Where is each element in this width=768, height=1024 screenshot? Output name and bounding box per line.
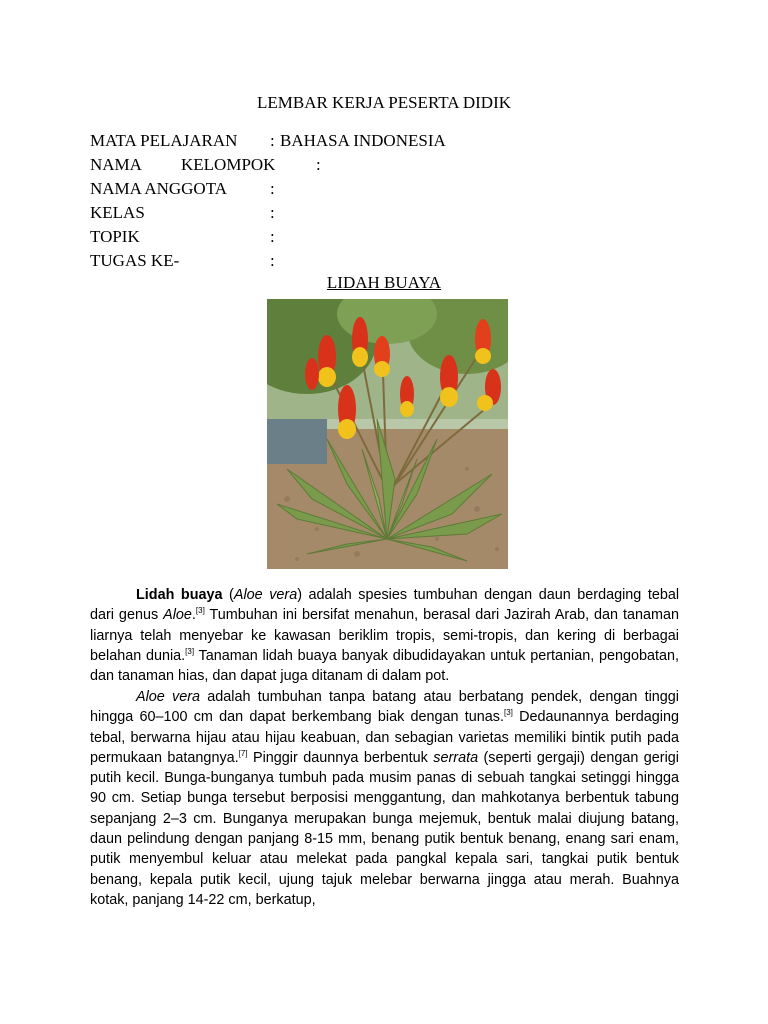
field-colon: : [270, 203, 275, 222]
term-italic: serrata [433, 749, 479, 766]
reference-link[interactable]: [7] [238, 749, 248, 759]
text-run: . [191, 607, 196, 624]
field-label: KELAS [90, 203, 145, 222]
term-italic: Aloe vera [136, 689, 201, 705]
field-label: TOPIK [90, 227, 140, 246]
field-label: MATA PELAJARAN [90, 131, 238, 150]
field-kelas [90, 202, 275, 224]
section-title: LIDAH BUAYA [326, 273, 442, 292]
field-value: BAHASA INDONESIA [280, 131, 446, 150]
field-colon: : [270, 227, 275, 246]
text-run: Tumbuhan ini bersifat menahun, berasal dari Jazirah Arab, dan tanaman liarnya telah menyebar ke kawasan beriklim tropis, semi-tropis, dan kering di berbagai belahan dunia. [90, 607, 680, 664]
text-run: ) adalah spesies tumbuhan dengan daun berdaging tebal dari genus [90, 587, 680, 624]
text-run: Tanaman lidah buaya banyak dibudidayakan untuk pertanian, pengobatan, dan tanaman hias, dan dapat juga ditanam di dalam pot. [90, 647, 679, 685]
field-mata-pelajaran [90, 130, 446, 152]
term-italic: Aloe vera [233, 587, 298, 603]
field-topik [90, 226, 275, 248]
paragraph-2 [90, 687, 679, 910]
field-label-2: KELOMPOK [181, 155, 276, 174]
field-label: TUGAS KE- [90, 251, 180, 270]
field-tugas-ke [90, 250, 275, 272]
reference-link[interactable]: [3] [185, 647, 195, 657]
reference-link[interactable]: [3] [503, 708, 513, 718]
text-run: Pinggir daunnya berbentuk [247, 749, 434, 766]
field-label: NAMA ANGGOTA [90, 179, 228, 198]
text-run: ( [222, 587, 234, 603]
text-run: Dedaunannya berdaging tebal, berwarna hijau atau hijau keabuan, dan sebagian varietas memiliki bintik putih pada permukaan batangnya. [90, 709, 679, 766]
text-run: (seperti gergaji) dengan gerigi putih kecil. Bunga-bunganya tumbuh pada musim panas di sebuah tangkai setinggi hingga 90 cm. Setiap bunga tersebut berposisi menggantung, dan mahkotanya berbentuk tabung sepanjang 2–3 cm. Bunganya merupakan bunga mejemuk, bentuk malai diujung batang, daun pelindung dengan panjang 8-15 mm, benang putik bentuk benang, enang sari enam, putik menyembul keluar atau melekat pada pangkal kepala sari, tangkai putik bentuk benang, kepala putik kecil, ujung tajuk melebar berwarna jingga atau merah. Buahnya kotak, panjang 14-22 cm, berkatup, [90, 749, 679, 908]
field-colon: : [316, 155, 321, 174]
field-colon: : [270, 251, 275, 270]
field-nama-anggota [90, 178, 275, 200]
page-title: LEMBAR KERJA PESERTA DIDIK [256, 93, 512, 112]
aloe-plant-photo [267, 299, 508, 569]
field-label: NAMA [90, 155, 142, 174]
term-italic: Aloe [163, 607, 192, 624]
field-colon: : [270, 179, 275, 198]
text-run: adalah tumbuhan tanpa batang atau berbatang pendek, dengan tinggi hingga 60–100 cm dan dapat berkembang biak dengan tunas. [90, 689, 679, 726]
field-colon: : [270, 131, 275, 150]
paragraph-1 [90, 585, 679, 686]
field-nama-kelompok [90, 154, 321, 176]
reference-link[interactable]: [3] [195, 606, 205, 616]
term-bold: Lidah buaya [136, 587, 223, 603]
